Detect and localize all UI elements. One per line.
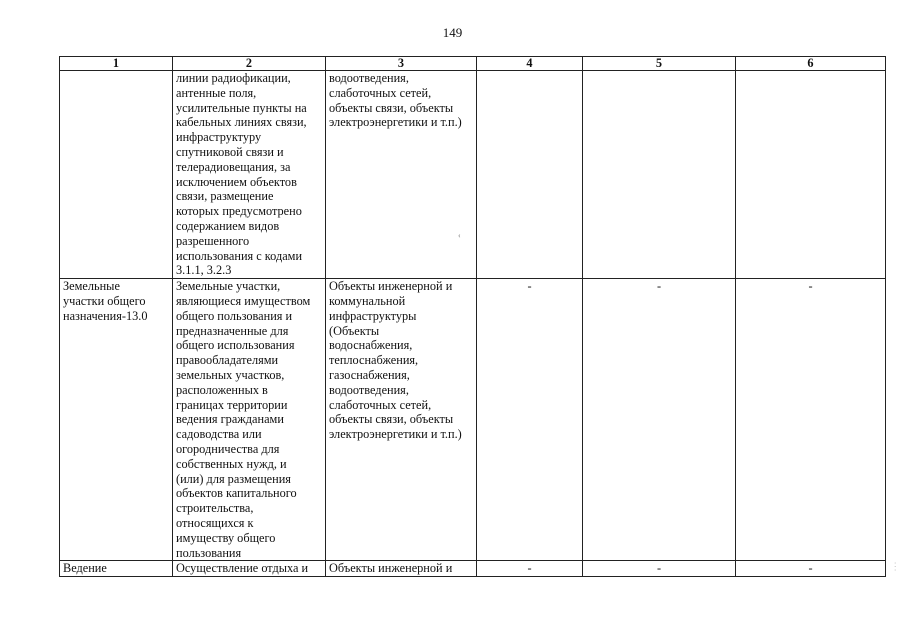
column-header-4: 4 (477, 57, 583, 71)
row2-col4: - (527, 279, 532, 294)
column-header-3: 3 (326, 57, 477, 71)
page-number: 149 (442, 25, 463, 40)
table-row (60, 71, 886, 279)
row1-col2: линии радиофикации, антенные поля, усилительные пункты на кабельных линиях связи, инфраструктуру спутниковой связи и телерадиовещания, за исключением объектов связи, размещение которых предусмотрено содержанием видов разрешенного использования с кодами 3.1.1, 3.2.3 (176, 71, 307, 278)
scan-mark: ‹ (458, 231, 461, 240)
row3-col6: - (808, 561, 813, 576)
row1-col3: водоотведения, слаботочных сетей, объекты связи, объекты электроэнергетики и т.п.) (329, 71, 462, 130)
column-header-6: 6 (736, 57, 886, 71)
column-header-2: 2 (173, 57, 326, 71)
column-header-1: 1 (60, 57, 173, 71)
row2-col2: Земельные участки, являющиеся имуществом общего пользования и предназначенные для общего использования правообладателями земельных участков, расположенных в границах территории ведения гражданами садоводства или огородничества для собственных нужд, и (или) для размещения объектов капитального строительства, относящихся к имуществу общего пользования (176, 279, 311, 560)
land-use-table (59, 56, 886, 577)
row2-col1: Земельные участки общего назначения-13.0 (63, 279, 148, 323)
row3-col4: - (527, 561, 532, 576)
row3-col5: - (656, 561, 662, 576)
row2-col6: - (808, 279, 813, 294)
row3-col2: Осуществление отдыха и (176, 561, 309, 576)
table-row (60, 561, 886, 577)
scan-edge-mark: · · · (893, 562, 899, 571)
row3-col1: Ведение (63, 561, 107, 576)
row2-col3: Объекты инженерной и коммунальной инфраструктуры (Объекты водоснабжения, теплоснабжения, газоснабжения, водоотведения, слаботочных сетей, объекты связи, объекты электроэнергетики и т.п.) (329, 279, 462, 442)
row2-col5: - (656, 279, 662, 294)
column-header-5: 5 (583, 57, 736, 71)
row3-col3: Объекты инженерной и (329, 561, 453, 576)
header-row (60, 57, 886, 71)
table-row (60, 279, 886, 561)
